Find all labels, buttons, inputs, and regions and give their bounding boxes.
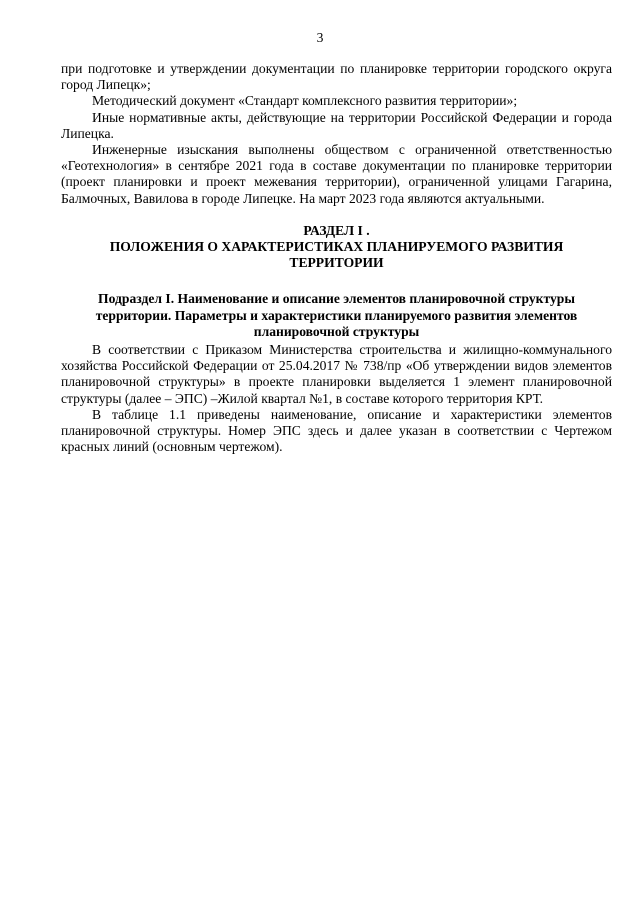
subsection-heading: Подраздел I. Наименование и описание элементов планировочной структуры территории. Параметры и характеристики планируемого развития элементов планировочной структуры: [95, 291, 578, 339]
section-number: РАЗДЕЛ I .: [303, 222, 370, 238]
document-body: [61, 61, 612, 455]
paragraph-other-acts: Иные нормативные акты, действующие на территории Российской Федерации и города Липецка.: [61, 109, 612, 141]
page-number: 3: [316, 30, 324, 45]
paragraph-continuation: при подготовке и утверждении документации по планировке территории городского округа город Липецк»;: [61, 61, 612, 93]
paragraph-ministry-order: В соответствии с Приказом Министерства строительства и жилищно-коммунального хозяйства Российской Федерации от 25.04.2017 № 738/пр «Об утверждении видов элементов планировочной структуры» в проекте планировки выделяется 1 элемент планировочной структуры (далее – ЭПС) –Жилой квартал №1, в составе которого территория КРТ.: [61, 342, 612, 406]
section-title-line2: ТЕРРИТОРИИ: [289, 255, 384, 271]
paragraph-engineering-surveys: Инженерные изыскания выполнены обществом с ограниченной ответственностью «Геотехнология» в сентябре 2021 года в составе документации по планировке территории (проект планировки и проект межевания территории), ограниченной улицами Гагарина, Балмочных, Вавилова в городе Липецке. На март 2023 года являются актуальными.: [61, 142, 612, 206]
paragraph-table-reference: В таблице 1.1 приведены наименование, описание и характеристики элементов планировочной структуры. Номер ЭПС здесь и далее указан в соответствии с Чертежом красных линий (основным чертежом).: [61, 406, 612, 455]
section-heading: [61, 223, 612, 272]
section-title-line1: ПОЛОЖЕНИЯ О ХАРАКТЕРИСТИКАХ ПЛАНИРУЕМОГО РАЗВИТИЯ: [109, 239, 564, 255]
paragraph-standard-document: Методический документ «Стандарт комплексного развития территории»;: [92, 93, 518, 109]
